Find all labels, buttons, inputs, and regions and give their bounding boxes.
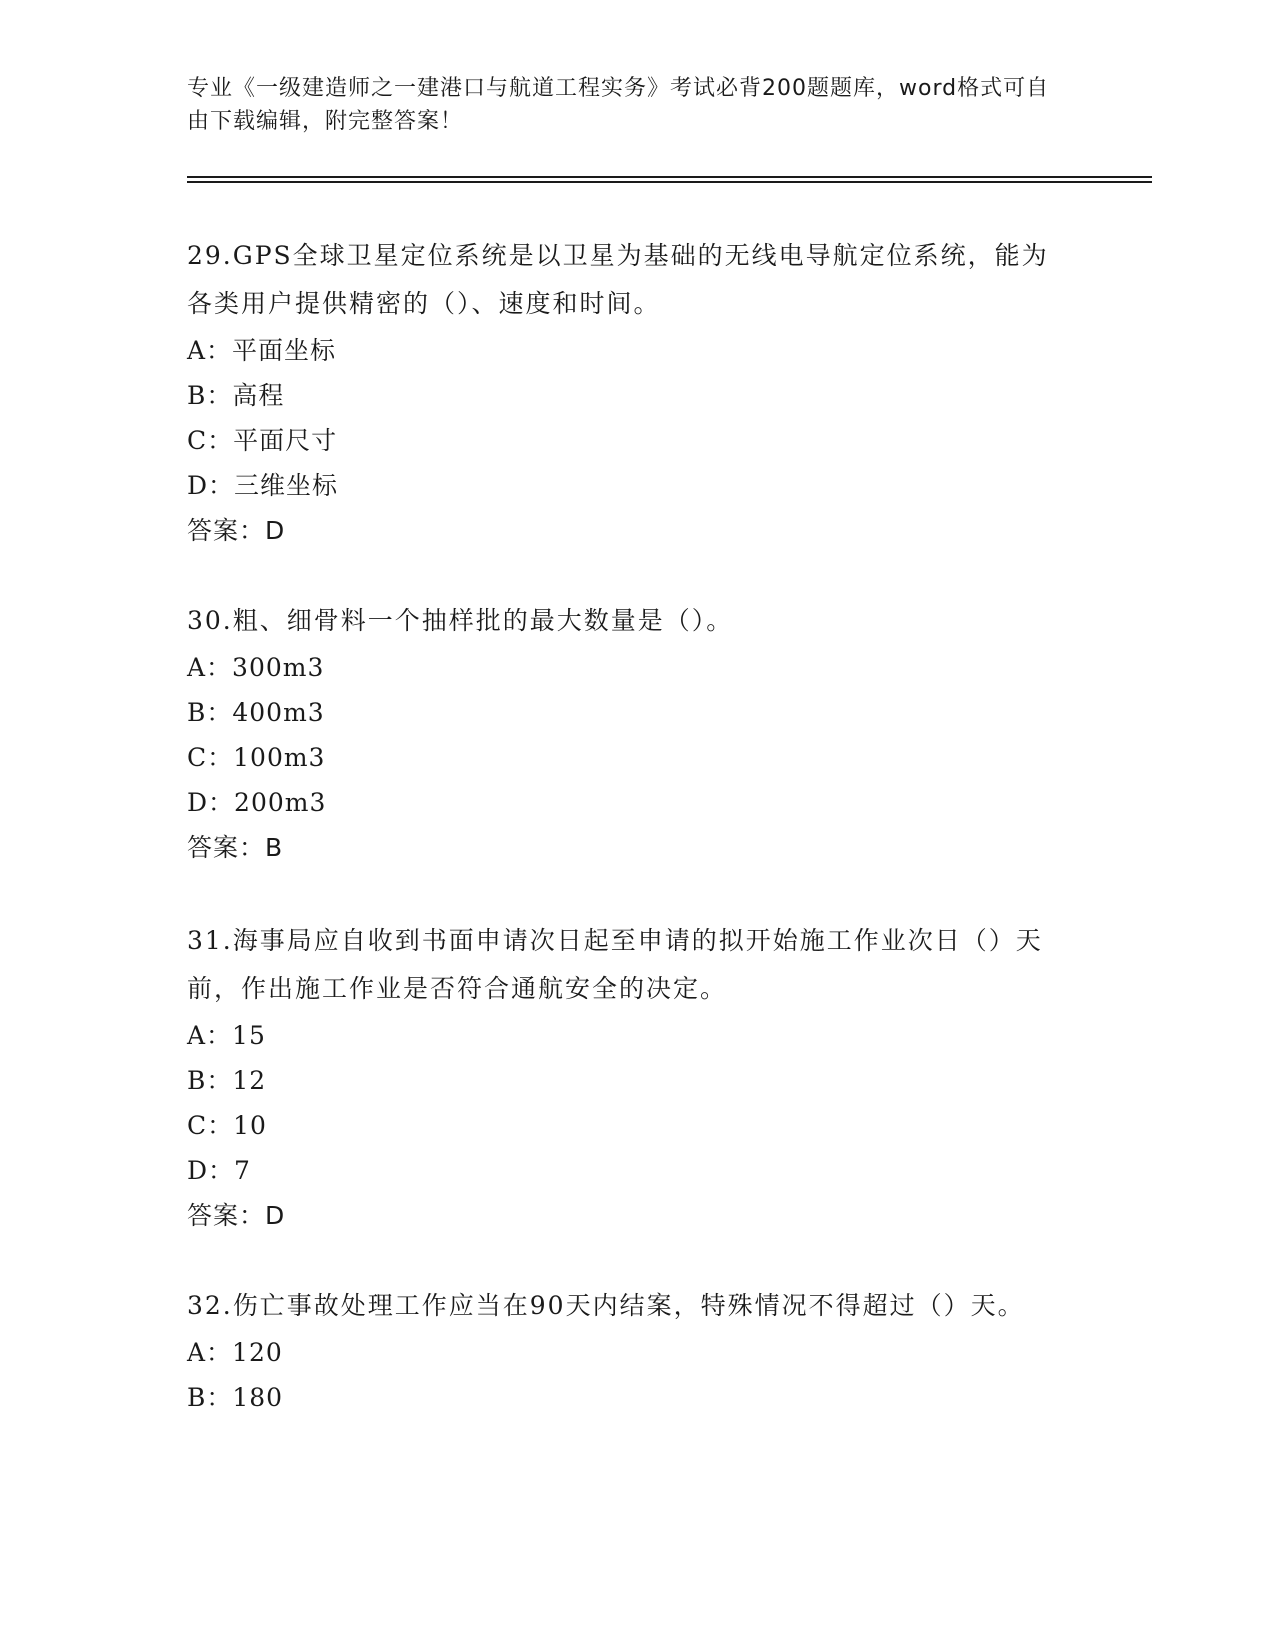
question-stem: 30.粗、细骨料一个抽样批的最大数量是（）。 [187,606,734,635]
question-stem: 29.GPS全球卫星定位系统是以卫星为基础的无线电导航定位系统，能为各类用户提供精密的（）、速度和时间。 [187,241,1049,318]
option-a: A：15 [187,1021,266,1050]
document-header: 专业《一级建造师之一建港口与航道工程实务》考试必背200题题库，word格式可自由下载编辑，附完整答案！ [187,76,1050,134]
option-b: B：400m3 [187,698,325,727]
header-rule-top [187,176,1152,178]
question-31 [187,917,1067,1238]
question-stem: 31.海事局应自收到书面申请次日起至申请的拟开始施工作业次日（）天前，作出施工作业是否符合通航安全的决定。 [187,926,1043,1003]
option-c: C：10 [187,1111,267,1140]
question-30 [187,597,1067,870]
answer: 答案：B [187,833,284,862]
header-rule-bottom [187,181,1152,183]
option-a: A：平面坐标 [187,336,337,365]
option-d: D：200m3 [187,788,327,817]
answer: 答案：D [187,516,286,545]
option-b: B：180 [187,1383,284,1412]
option-b: B：高程 [187,381,285,410]
option-a: A：120 [187,1338,283,1367]
option-d: D：7 [187,1156,251,1185]
option-c: C：100m3 [187,743,326,772]
option-d: D：三维坐标 [187,471,339,500]
answer: 答案：D [187,1201,286,1230]
option-b: B：12 [187,1066,267,1095]
question-stem: 32.伤亡事故处理工作应当在90天内结案，特殊情况不得超过（）天。 [187,1291,1025,1320]
option-a: A：300m3 [187,653,325,682]
option-c: C：平面尺寸 [187,426,338,455]
question-32 [187,1282,1067,1420]
question-29 [187,232,1067,553]
